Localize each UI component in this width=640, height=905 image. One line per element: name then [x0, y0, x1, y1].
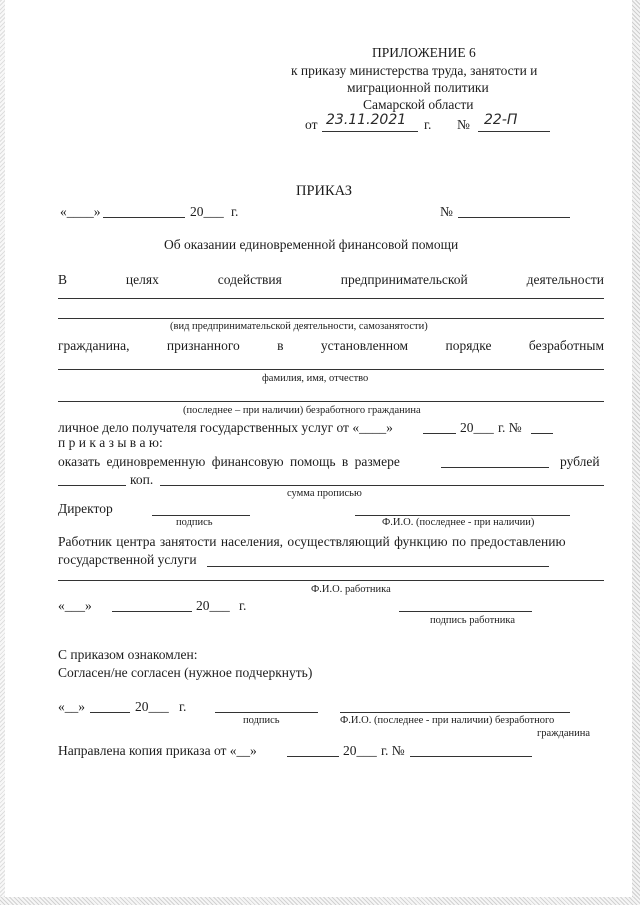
director-sign-line	[152, 515, 250, 516]
caption-ack-fio: Ф.И.О. (последнее - при наличии) безработного	[340, 715, 555, 726]
appendix-line1: к приказу министерства труда, занятости и	[291, 63, 538, 78]
director-fio-line	[355, 515, 570, 516]
appendix-number-line	[478, 131, 550, 132]
activity-blank-line-2	[58, 318, 604, 319]
citizen-word: признанного	[166, 338, 240, 353]
copy-line-a: Направлена копия приказа от «__»	[58, 743, 257, 758]
case-line-a: личное дело получателя государственных услуг от «____»	[58, 420, 393, 435]
appendix-number-handwritten: 22-П	[484, 112, 518, 128]
worker-line-2: государственной услуги	[58, 552, 197, 567]
appendix-line2: миграционной политики	[347, 80, 489, 95]
caption-worker-sign: подпись работника	[430, 615, 516, 626]
appendix-line3: Самарской области	[363, 97, 474, 112]
ack-year: 20___	[135, 699, 169, 714]
pay-words-line	[160, 485, 604, 486]
worker-fio-line	[58, 580, 604, 581]
appendix-number-label: №	[457, 117, 470, 132]
worker-year-suffix: г.	[239, 598, 247, 613]
case-line-b: г. №	[498, 420, 522, 435]
case-number-line	[531, 433, 553, 434]
worker-sign-line	[399, 611, 532, 612]
purpose-word: предпринимательской	[340, 272, 468, 287]
caption-ack-fio-2: гражданина	[537, 728, 590, 739]
caption-patronymic: (последнее – при наличии) безработного гражданина	[183, 405, 421, 416]
case-date-line	[423, 433, 456, 434]
citizen-word: установленном	[320, 338, 409, 353]
case-line-year: 20___	[460, 420, 494, 435]
worker-year: 20___	[196, 598, 230, 613]
copy-line-year: 20___	[343, 743, 377, 758]
worker-date-open: «___»	[58, 598, 92, 613]
purpose-word: содействия	[217, 272, 282, 287]
ack-fio-line	[340, 712, 570, 713]
caption-amount: сумма прописью	[287, 488, 362, 499]
citizen-word: безработным	[528, 338, 604, 353]
purpose-word: целях	[125, 272, 159, 287]
pay-line-b: рублей	[560, 454, 600, 469]
order-subject: Об оказании единовременной финансовой помощи	[164, 237, 459, 252]
activity-blank-line-1	[58, 298, 604, 299]
caption-worker-fio: Ф.И.О. работника	[311, 584, 391, 595]
purpose-word: В	[58, 272, 68, 287]
appendix-title: ПРИЛОЖЕНИЕ 6	[372, 45, 476, 60]
ack-sign-line	[215, 712, 318, 713]
worker-date-line	[112, 611, 192, 612]
citizen-line	[58, 338, 604, 354]
order-word: п р и к а з ы в а ю:	[58, 435, 163, 450]
order-year: 20___	[190, 204, 224, 219]
patronymic-blank-line	[58, 401, 604, 402]
appendix-date-prefix: от	[305, 117, 318, 132]
caption-activity: (вид предпринимательской деятельности, самозанятости)	[170, 321, 428, 332]
copy-number-line	[410, 756, 532, 757]
citizen-word: гражданина,	[58, 338, 130, 353]
fio-blank-line	[58, 369, 604, 370]
order-date-line	[103, 217, 185, 218]
order-number-label: №	[440, 204, 453, 219]
ack-year-suffix: г.	[179, 699, 187, 714]
copy-line-b: г. №	[381, 743, 405, 758]
order-year-suffix: г.	[231, 204, 239, 219]
purpose-word: деятельности	[526, 272, 604, 287]
appendix-date-line	[322, 131, 418, 132]
appendix-date-handwritten: 23.11.2021	[326, 112, 407, 128]
pay-kop: коп.	[130, 472, 154, 487]
order-number-line	[458, 217, 570, 218]
citizen-word: в	[277, 338, 284, 353]
scan-edge-right	[632, 0, 640, 905]
caption-director-fio: Ф.И.О. (последнее - при наличии)	[382, 517, 535, 528]
scan-edge-left	[0, 0, 5, 905]
order-title: ПРИКАЗ	[296, 183, 353, 199]
caption-ack-sign: подпись	[243, 715, 280, 726]
scan-edge-bottom	[0, 897, 640, 905]
pay-line-a: оказать единовременную финансовую помощь в размере	[58, 454, 400, 469]
worker-service-line	[207, 566, 549, 567]
pay-kop-line	[58, 485, 126, 486]
worker-line-1: Работник центра занятости населения, осуществляющий функцию по предоставлению	[58, 534, 566, 549]
copy-date-line	[287, 756, 339, 757]
caption-director-sign: подпись	[176, 517, 213, 528]
ack-line-1: С приказом ознакомлен:	[58, 647, 198, 662]
pay-amount-line	[441, 467, 549, 468]
director-label: Директор	[58, 501, 113, 516]
order-date-open: «____»	[60, 204, 101, 219]
ack-date-line	[90, 712, 130, 713]
appendix-date-suffix: г.	[424, 117, 432, 132]
citizen-word: порядке	[445, 338, 492, 353]
purpose-line	[58, 272, 604, 288]
ack-date-open: «__»	[58, 699, 85, 714]
caption-fio: фамилия, имя, отчество	[262, 373, 369, 384]
ack-line-2: Согласен/не согласен (нужное подчеркнуть)	[58, 665, 313, 680]
